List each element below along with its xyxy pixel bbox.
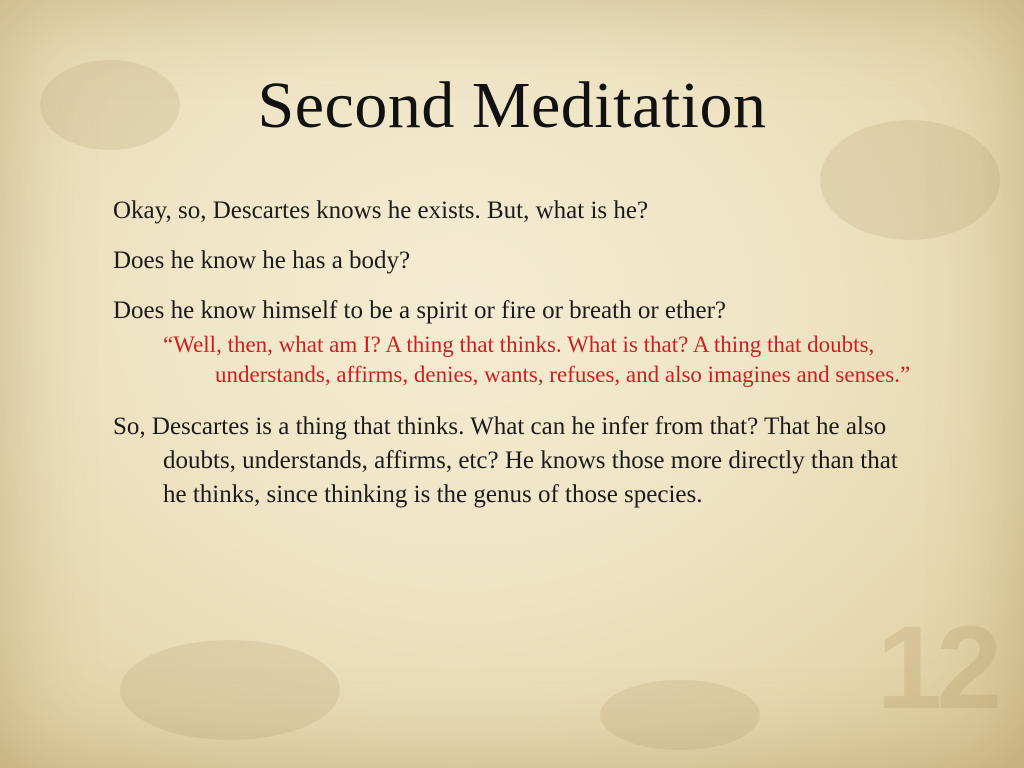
- bullet-paragraph: Okay, so, Descartes knows he exists. But, what is he?: [113, 197, 649, 224]
- slide-body: [113, 196, 911, 532]
- parchment-texture: [600, 680, 760, 750]
- descartes-quote: “Well, then, what am I? A thing that thinks. What is that? A thing that doubts, understands, affirms, denies, wants, refuses, and also imagines and senses.”: [163, 332, 911, 387]
- bullet-paragraph: Does he know he has a body?: [113, 247, 411, 274]
- closing-paragraph: So, Descartes is a thing that thinks. What can he infer from that? That he also doubts, understands, affirms, etc? He knows those more directly than that he thinks, since thinking is the genus of those species.: [113, 413, 898, 508]
- slide-title: Second Meditation: [257, 69, 767, 142]
- bullet-paragraph: Does he know himself to be a spirit or fire or breath or ether?: [113, 297, 726, 324]
- slide-number: 12: [876, 602, 996, 734]
- parchment-texture: [120, 640, 340, 740]
